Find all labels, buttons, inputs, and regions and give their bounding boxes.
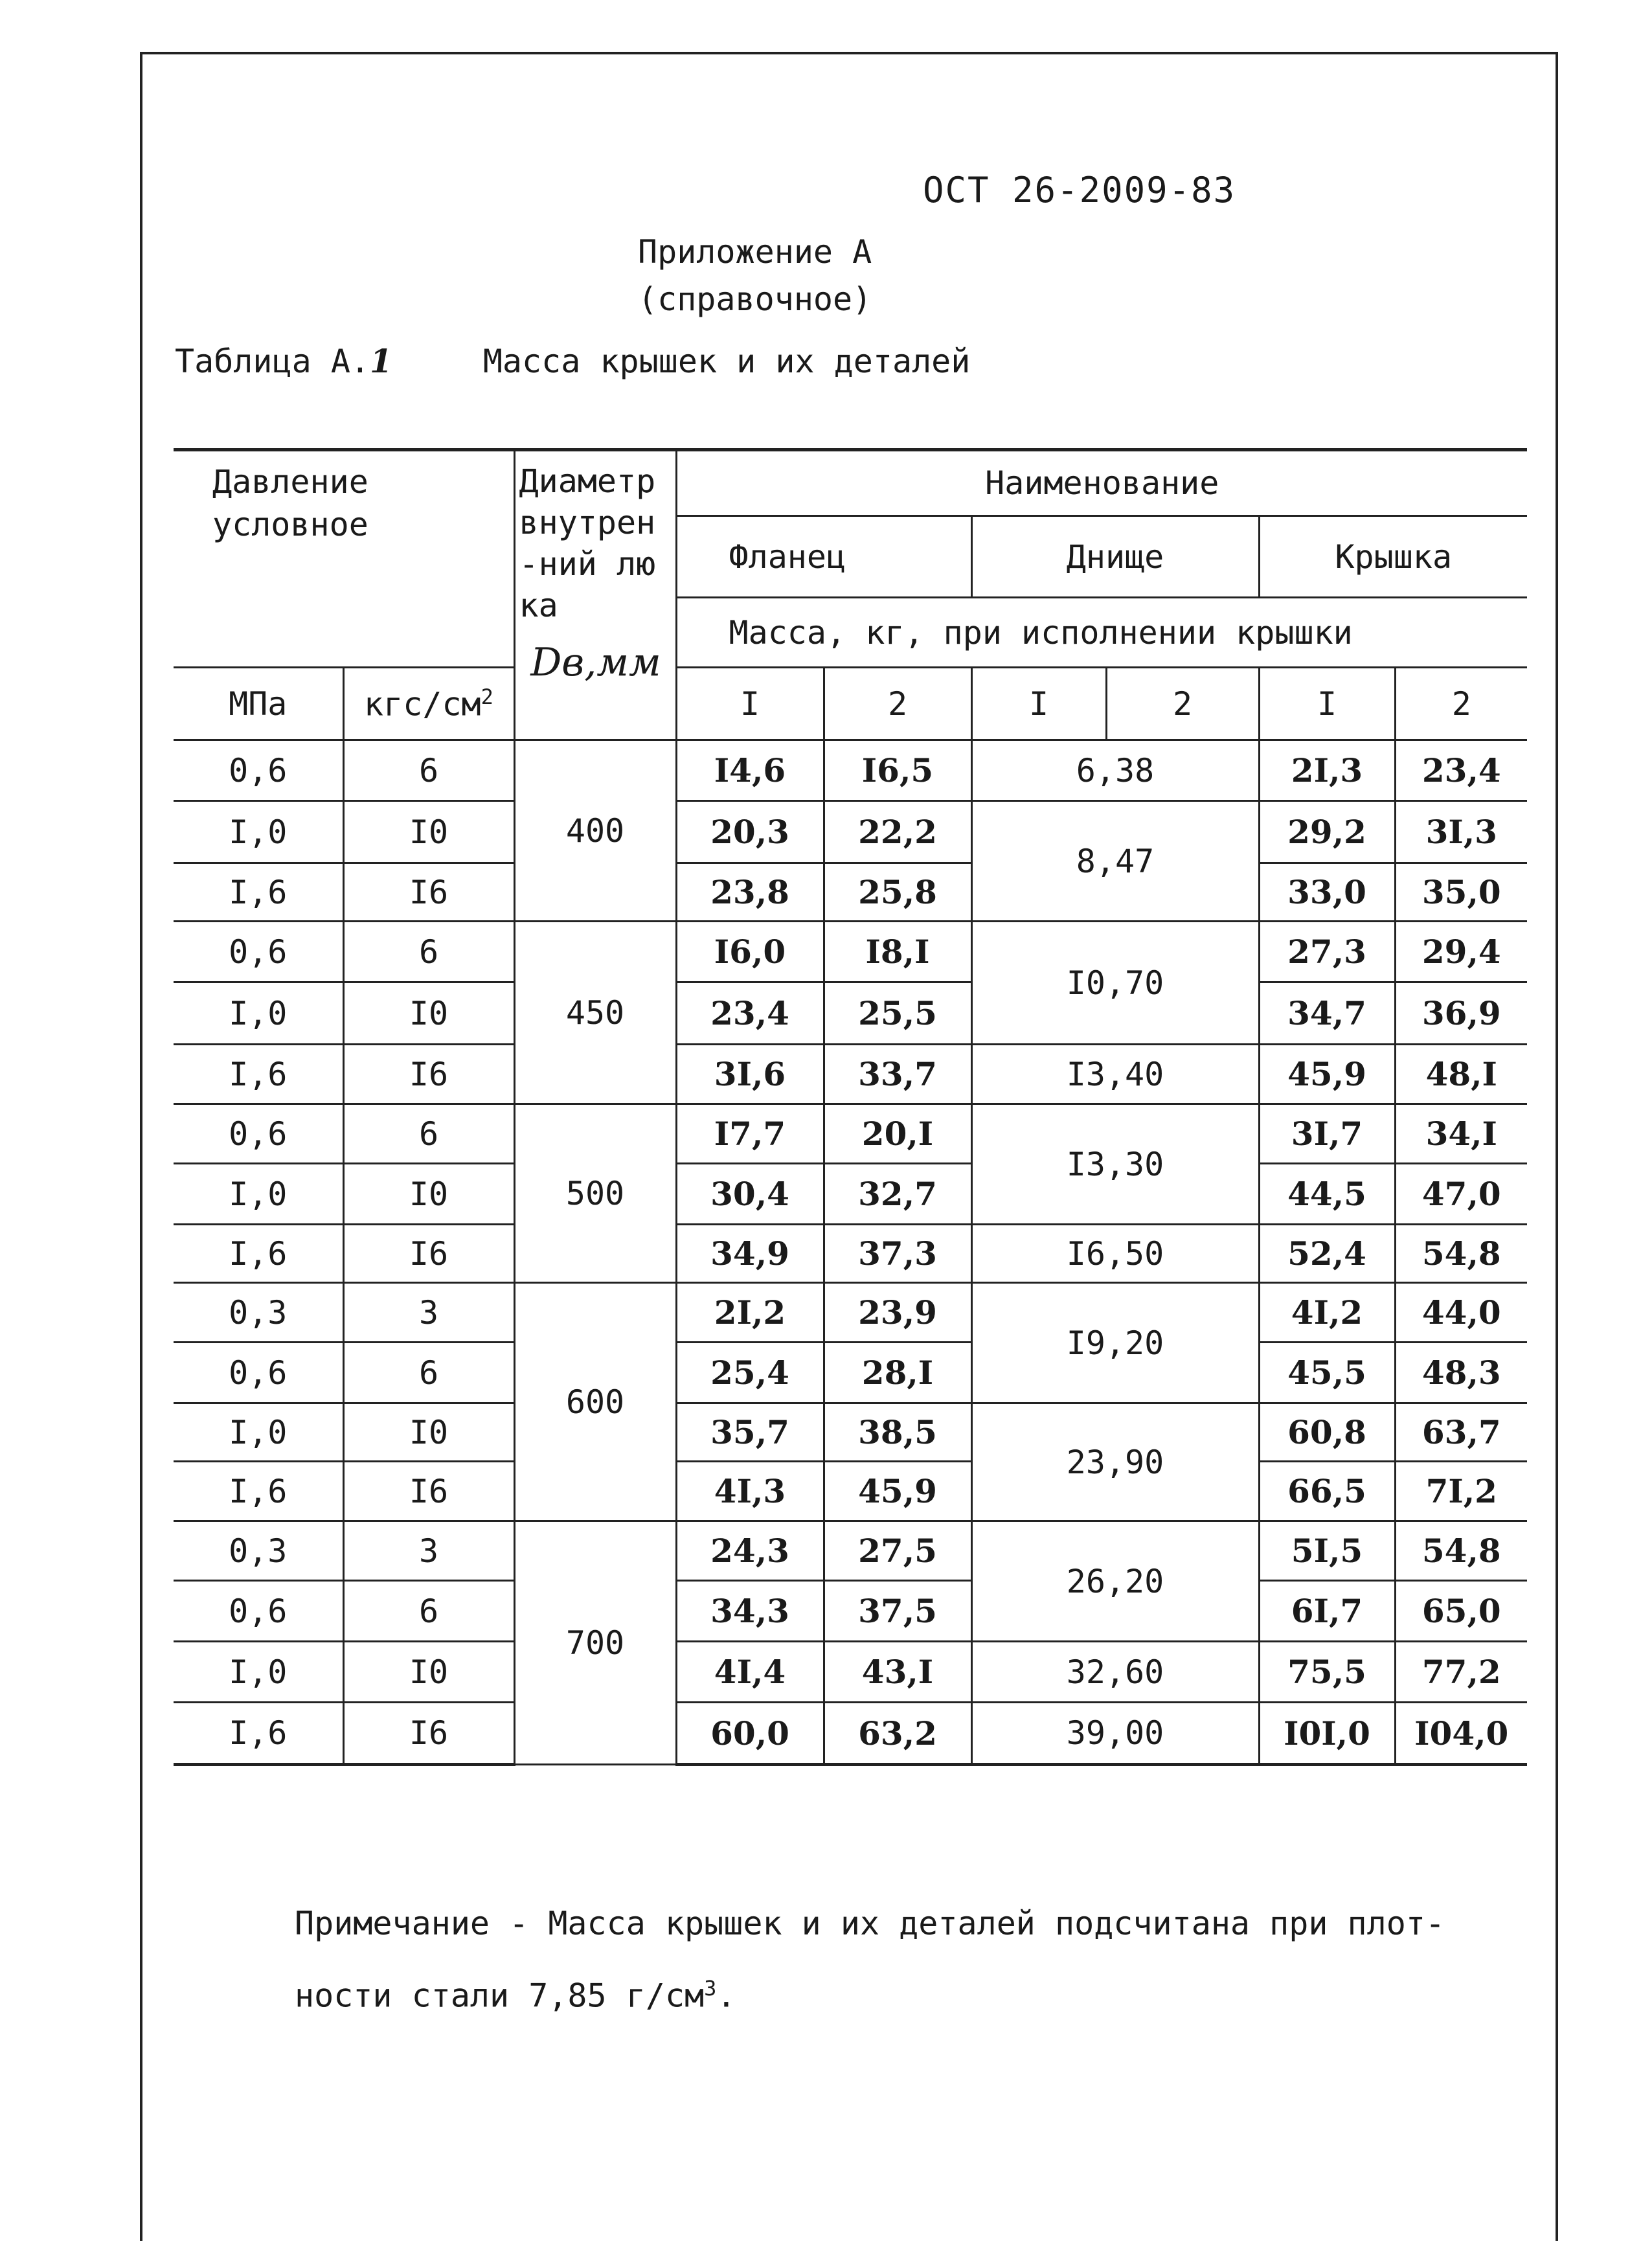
cover-mass-1-cell: 2I,3 <box>1259 740 1395 801</box>
flange-mass-2-cell: I6,5 <box>824 740 971 801</box>
flange-mass-1-cell: 23,8 <box>676 863 824 922</box>
table-row <box>174 1104 1527 1164</box>
cover-mass-1-cell: 45,5 <box>1259 1343 1395 1403</box>
cover-mass-2-cell: 63,7 <box>1395 1403 1527 1462</box>
pressure-mpa-cell: 0,3 <box>174 1521 343 1581</box>
bottom-mass-cell: I9,20 <box>971 1283 1259 1403</box>
flange-mass-2-cell: 32,7 <box>824 1164 971 1225</box>
cover-mass-2-cell: 65,0 <box>1395 1581 1527 1642</box>
cover-exec-1: I <box>1259 668 1395 740</box>
pressure-mpa-cell: I,6 <box>174 1045 343 1104</box>
pressure-kgf-cell: I6 <box>343 1462 514 1521</box>
bottom-mass-cell: I6,50 <box>971 1225 1259 1283</box>
diameter-symbol: Dв,мм <box>530 640 661 685</box>
table-row <box>174 1521 1527 1581</box>
cover-mass-2-cell: 23,4 <box>1395 740 1527 801</box>
pressure-kgf-cell: I0 <box>343 1642 514 1703</box>
cover-mass-2-cell: 54,8 <box>1395 1521 1527 1581</box>
header-row-4 <box>174 668 1527 740</box>
pressure-mpa-cell: 0,6 <box>174 1581 343 1642</box>
flange-mass-2-cell: 25,5 <box>824 982 971 1045</box>
flange-mass-1-cell: 24,3 <box>676 1521 824 1581</box>
table-row <box>174 1581 1527 1642</box>
flange-mass-2-cell: 25,8 <box>824 863 971 922</box>
table-row <box>174 1403 1527 1462</box>
unit-kgf <box>343 668 514 740</box>
flange-mass-1-cell: 34,9 <box>676 1225 824 1283</box>
pressure-mpa-cell: I,6 <box>174 863 343 922</box>
table-note <box>295 1891 1525 2028</box>
mass-header <box>676 598 1527 668</box>
table-row <box>174 1343 1527 1403</box>
pressure-kgf-cell: 6 <box>343 740 514 801</box>
table-label: Таблица А. <box>175 343 370 380</box>
flange-mass-2-cell: 38,5 <box>824 1403 971 1462</box>
flange-mass-2-cell: 43,I <box>824 1642 971 1703</box>
flange-exec-1: I <box>676 668 824 740</box>
cover-mass-1-cell: 27,3 <box>1259 922 1395 982</box>
pressure-kgf-cell: 3 <box>343 1521 514 1581</box>
flange-mass-1-cell: I7,7 <box>676 1104 824 1164</box>
pressure-mpa-cell: I,6 <box>174 1703 343 1765</box>
flange-mass-1-cell: 60,0 <box>676 1703 824 1765</box>
cover-mass-1-cell: 3I,7 <box>1259 1104 1395 1164</box>
cover-mass-2-cell: 35,0 <box>1395 863 1527 922</box>
pressure-mpa-cell: 0,6 <box>174 1104 343 1164</box>
flange-mass-1-cell: 2I,2 <box>676 1283 824 1343</box>
table-row <box>174 922 1527 982</box>
flange-mass-1-cell: 4I,4 <box>676 1642 824 1703</box>
pressure-mpa-cell: I,0 <box>174 801 343 863</box>
pressure-kgf-cell: I6 <box>343 1703 514 1765</box>
flange-mass-2-cell: 45,9 <box>824 1462 971 1521</box>
flange-mass-1-cell: 35,7 <box>676 1403 824 1462</box>
diameter-cell: 450 <box>514 922 676 1104</box>
pressure-mpa-cell: I,6 <box>174 1225 343 1283</box>
bottom-mass-cell: I3,30 <box>971 1104 1259 1225</box>
flange-mass-2-cell: 37,5 <box>824 1581 971 1642</box>
name-header: Наименование <box>676 450 1527 516</box>
table-row <box>174 982 1527 1045</box>
flange-mass-1-cell: 25,4 <box>676 1343 824 1403</box>
cover-mass-2-cell: 48,I <box>1395 1045 1527 1104</box>
diameter-cell: 500 <box>514 1104 676 1283</box>
bottom-mass-cell: 8,47 <box>971 801 1259 922</box>
table-row <box>174 1642 1527 1703</box>
bottom-mass-cell: 6,38 <box>971 740 1259 801</box>
cover-mass-1-cell: 44,5 <box>1259 1164 1395 1225</box>
flange-mass-1-cell: 4I,3 <box>676 1462 824 1521</box>
pressure-mpa-cell: I,6 <box>174 1462 343 1521</box>
table-row <box>174 1164 1527 1225</box>
flange-mass-2-cell: 33,7 <box>824 1045 971 1104</box>
pressure-mpa-cell: I,0 <box>174 1403 343 1462</box>
diameter-cell: 600 <box>514 1283 676 1521</box>
bottom-mass-cell: I0,70 <box>971 922 1259 1045</box>
pressure-kgf-cell: 6 <box>343 1581 514 1642</box>
cover-mass-2-cell: 54,8 <box>1395 1225 1527 1283</box>
table-title: Масса крышек и их деталей <box>482 343 971 380</box>
note-text: Примечание - Масса крышек и их деталей подсчитана при плот-ности стали 7,85 г/см <box>295 1905 1445 2015</box>
pressure-kgf-cell: I6 <box>343 863 514 922</box>
table-row <box>174 1462 1527 1521</box>
pressure-mpa-cell: 0,6 <box>174 922 343 982</box>
pressure-kgf-cell: I0 <box>343 1403 514 1462</box>
flange-mass-2-cell: 63,2 <box>824 1703 971 1765</box>
pressure-header <box>174 450 514 668</box>
flange-mass-2-cell: 27,5 <box>824 1521 971 1581</box>
bottom-exec-2: 2 <box>1106 668 1259 740</box>
cover-mass-2-cell: 47,0 <box>1395 1164 1527 1225</box>
cover-mass-2-cell: 44,0 <box>1395 1283 1527 1343</box>
bottom-mass-cell: 23,90 <box>971 1403 1259 1521</box>
flange-mass-2-cell: 22,2 <box>824 801 971 863</box>
document-code: ОСТ 26-2009-83 <box>923 170 1236 210</box>
pressure-kgf-cell: I0 <box>343 801 514 863</box>
cover-mass-1-cell: 4I,2 <box>1259 1283 1395 1343</box>
pressure-mpa-cell: 0,6 <box>174 740 343 801</box>
cover-mass-2-cell: 36,9 <box>1395 982 1527 1045</box>
flange-mass-1-cell: 3I,6 <box>676 1045 824 1104</box>
table-row <box>174 1225 1527 1283</box>
cover-mass-1-cell: 75,5 <box>1259 1642 1395 1703</box>
flange-mass-1-cell: 30,4 <box>676 1164 824 1225</box>
bottom-exec-1: I <box>971 668 1106 740</box>
cover-exec-2: 2 <box>1395 668 1527 740</box>
table-caption <box>175 342 970 380</box>
cover-mass-2-cell: 3I,3 <box>1395 801 1527 863</box>
pressure-kgf-cell: 6 <box>343 1343 514 1403</box>
appendix-subtitle: (справочное) <box>638 280 872 318</box>
pressure-kgf-cell: I6 <box>343 1045 514 1104</box>
note-exponent: 3 <box>704 1976 717 2001</box>
diameter-header <box>514 450 676 740</box>
bottom-mass-cell: 26,20 <box>971 1521 1259 1642</box>
cover-mass-2-cell: 7I,2 <box>1395 1462 1527 1521</box>
cover-mass-2-cell: I04,0 <box>1395 1703 1527 1765</box>
flange-mass-1-cell: 23,4 <box>676 982 824 1045</box>
flange-mass-1-cell: 20,3 <box>676 801 824 863</box>
mass-header-text: Масса, кг, при исполнении крышки <box>729 613 1353 652</box>
diameter-cell: 400 <box>514 740 676 922</box>
pressure-kgf-cell: 6 <box>343 1104 514 1164</box>
cover-mass-1-cell: 5I,5 <box>1259 1521 1395 1581</box>
unit-mpa: МПа <box>174 668 343 740</box>
cover-mass-1-cell: 45,9 <box>1259 1045 1395 1104</box>
pressure-mpa-cell: I,0 <box>174 1164 343 1225</box>
diameter-header-text: Диаметр внутрен-ний люка <box>519 462 656 624</box>
appendix-title: Приложение А <box>638 233 872 271</box>
flange-header <box>676 516 971 598</box>
table-number: 1 <box>370 342 392 380</box>
flange-mass-1-cell: 34,3 <box>676 1581 824 1642</box>
cover-mass-1-cell: 33,0 <box>1259 863 1395 922</box>
cover-mass-1-cell: 52,4 <box>1259 1225 1395 1283</box>
cover-mass-1-cell: 29,2 <box>1259 801 1395 863</box>
diameter-cell: 700 <box>514 1521 676 1765</box>
cover-mass-2-cell: 34,I <box>1395 1104 1527 1164</box>
pressure-mpa-cell: 0,6 <box>174 1343 343 1403</box>
cover-mass-2-cell: 77,2 <box>1395 1642 1527 1703</box>
flange-exec-2: 2 <box>824 668 971 740</box>
table-row <box>174 1703 1527 1765</box>
table-row <box>174 863 1527 922</box>
unit-kgf-exponent: 2 <box>481 684 493 709</box>
flange-mass-1-cell: I4,6 <box>676 740 824 801</box>
unit-kgf-text: кгс/см <box>364 685 481 723</box>
mass-table <box>174 448 1527 1766</box>
flange-mass-2-cell: 23,9 <box>824 1283 971 1343</box>
flange-mass-2-cell: 20,I <box>824 1104 971 1164</box>
flange-mass-2-cell: 28,I <box>824 1343 971 1403</box>
cover-mass-2-cell: 29,4 <box>1395 922 1527 982</box>
table-row <box>174 1045 1527 1104</box>
bottom-header: Днище <box>971 516 1259 598</box>
pressure-mpa-cell: I,0 <box>174 1642 343 1703</box>
table-row <box>174 801 1527 863</box>
pressure-mpa-cell: I,0 <box>174 982 343 1045</box>
note-tail: . <box>716 1977 736 2015</box>
pressure-mpa-cell: 0,3 <box>174 1283 343 1343</box>
pressure-kgf-cell: 6 <box>343 922 514 982</box>
bottom-mass-cell: I3,40 <box>971 1045 1259 1104</box>
flange-mass-2-cell: I8,I <box>824 922 971 982</box>
cover-mass-1-cell: 60,8 <box>1259 1403 1395 1462</box>
bottom-mass-cell: 32,60 <box>971 1642 1259 1703</box>
header-row-1 <box>174 450 1527 516</box>
pressure-kgf-cell: 3 <box>343 1283 514 1343</box>
bottom-mass-cell: 39,00 <box>971 1703 1259 1765</box>
flange-mass-2-cell: 37,3 <box>824 1225 971 1283</box>
table-row <box>174 740 1527 801</box>
pressure-kgf-cell: I0 <box>343 1164 514 1225</box>
pressure-header-text: Давление условное <box>212 463 368 543</box>
table-row <box>174 1283 1527 1343</box>
cover-header: Крышка <box>1259 516 1527 598</box>
cover-mass-1-cell: 6I,7 <box>1259 1581 1395 1642</box>
cover-mass-2-cell: 48,3 <box>1395 1343 1527 1403</box>
cover-mass-1-cell: 66,5 <box>1259 1462 1395 1521</box>
flange-header-text: Фланец <box>729 538 846 576</box>
pressure-kgf-cell: I6 <box>343 1225 514 1283</box>
flange-mass-1-cell: I6,0 <box>676 922 824 982</box>
pressure-kgf-cell: I0 <box>343 982 514 1045</box>
cover-mass-1-cell: 34,7 <box>1259 982 1395 1045</box>
cover-mass-1-cell: I0I,0 <box>1259 1703 1395 1765</box>
